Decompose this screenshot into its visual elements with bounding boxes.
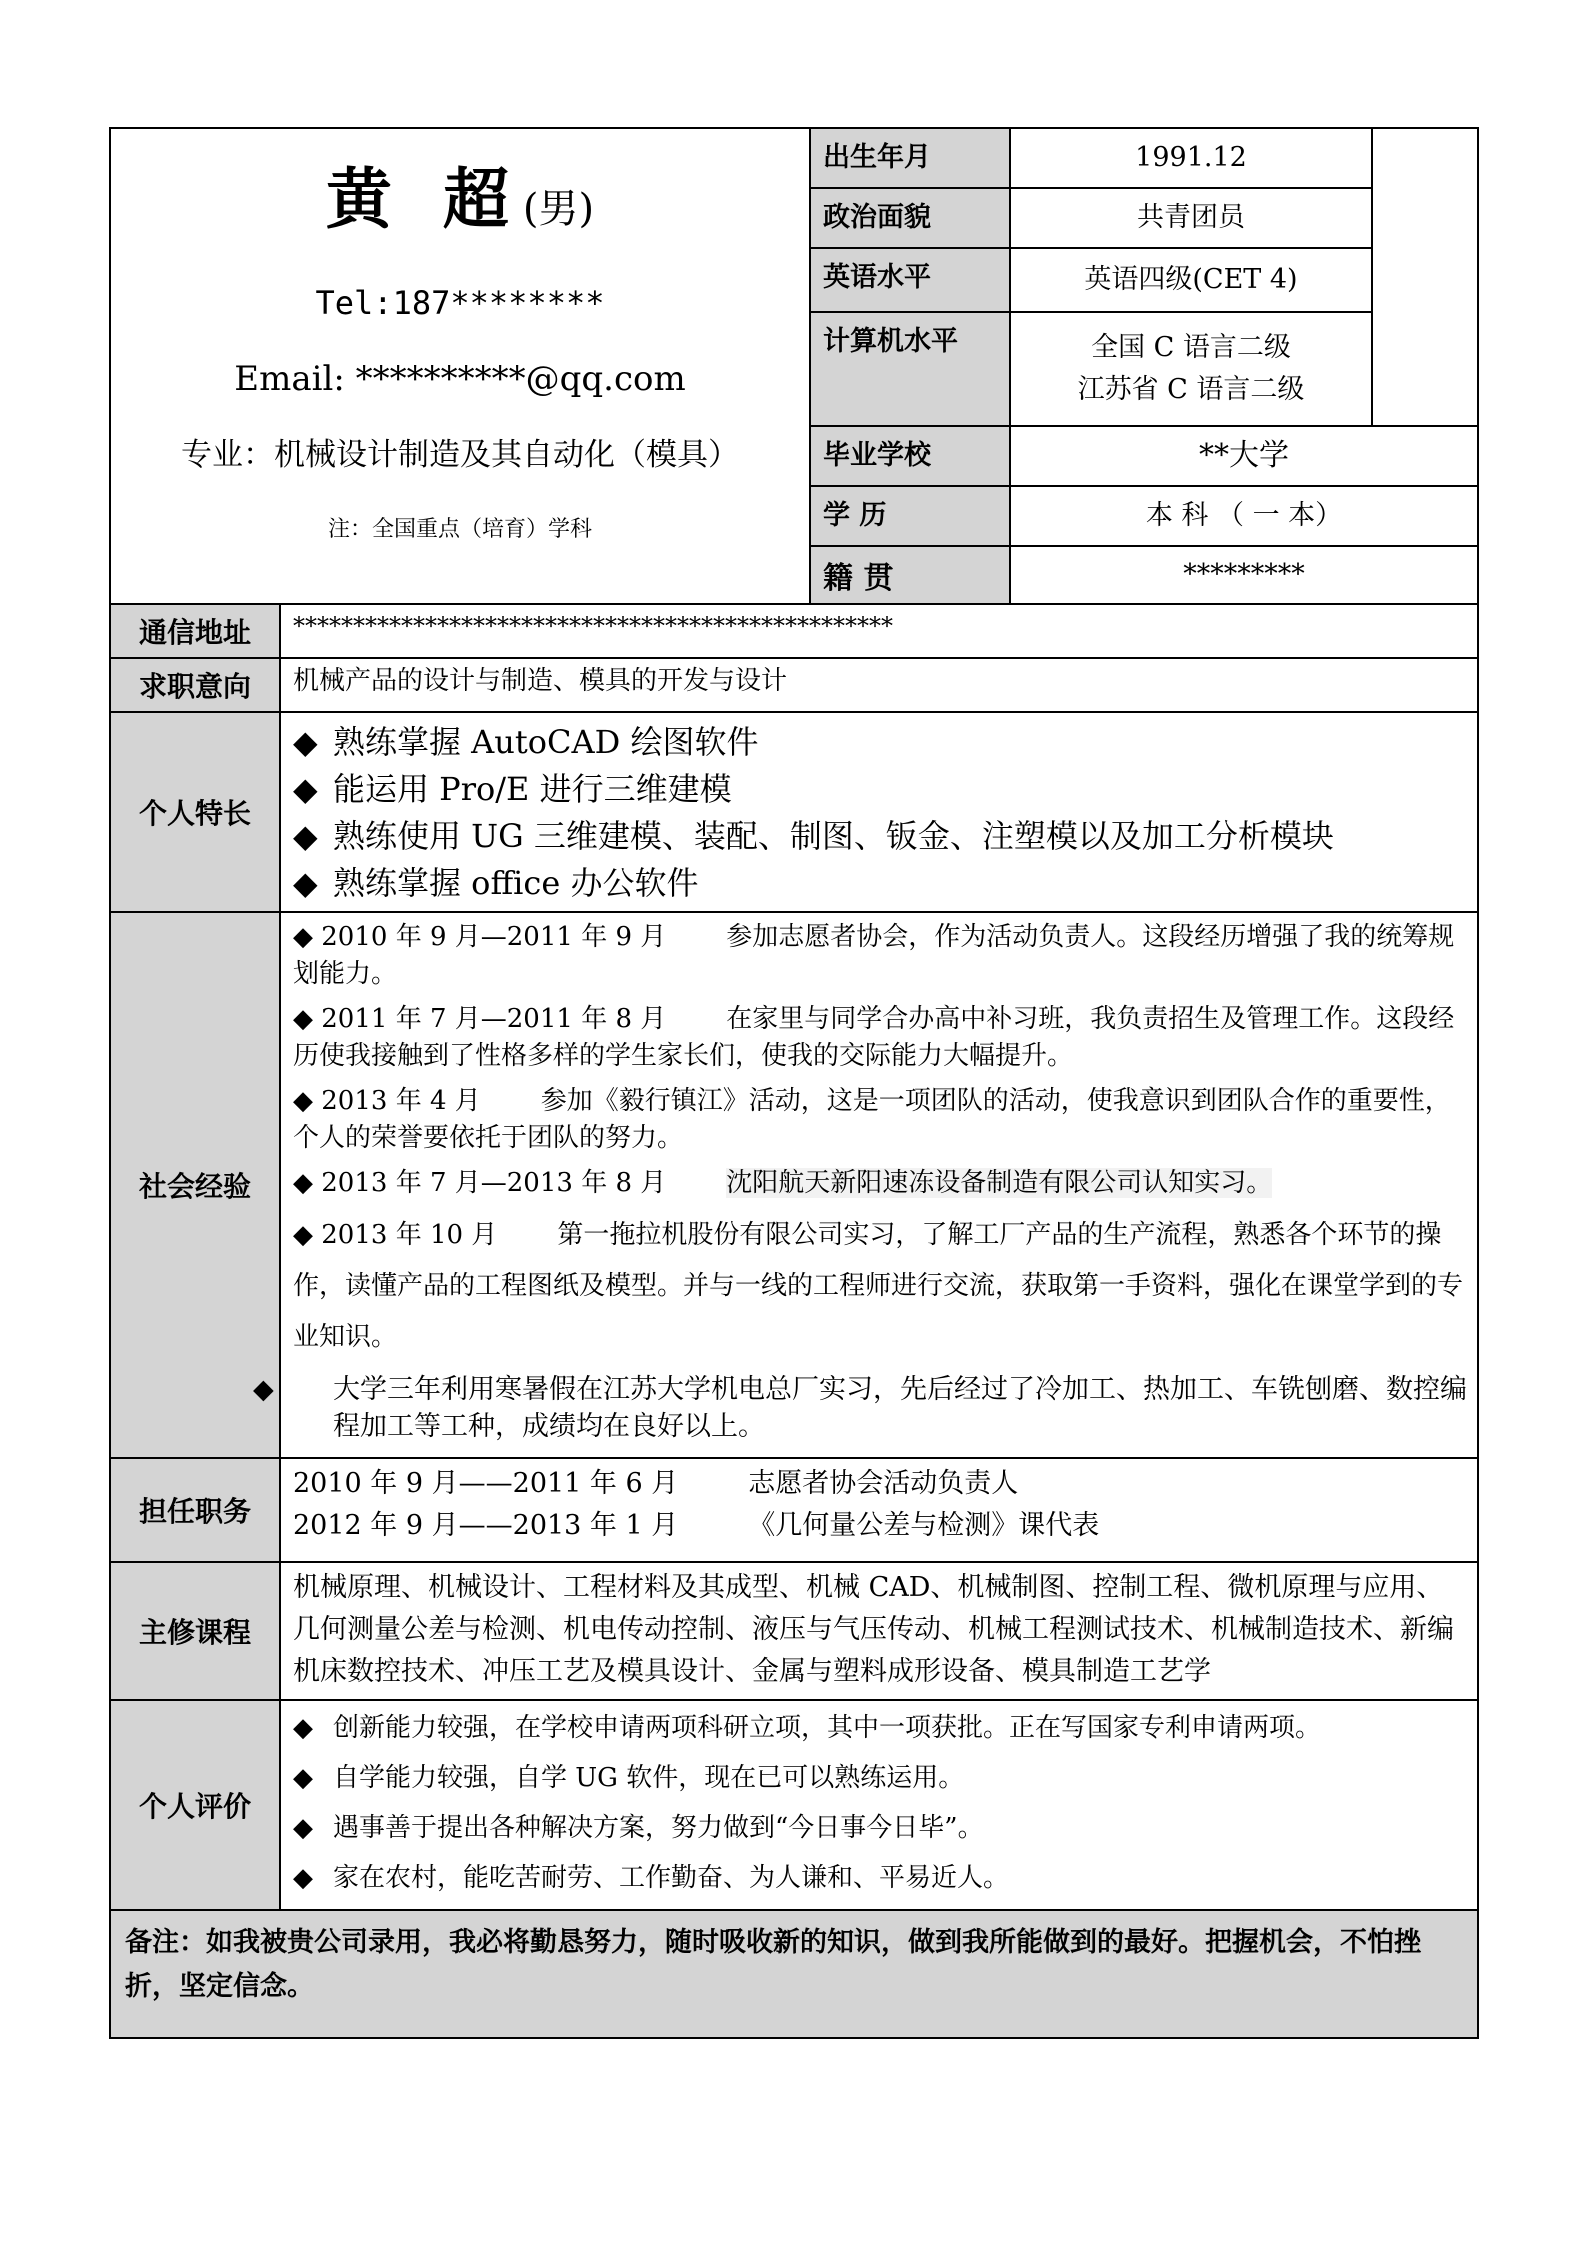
experience-text: 沈阳航天新阳速冻设备制造有限公司认知实习。: [726, 1168, 1273, 1198]
address-label: 通信地址: [110, 604, 280, 658]
diamond-bullet-icon: ◆: [293, 1863, 313, 1893]
school-value: **大学: [1010, 426, 1478, 486]
experience-cell: [253, 912, 1478, 1458]
applicant-name: 黄 超(男): [325, 160, 595, 238]
experience-time: 2013 年 4 月: [321, 1086, 481, 1116]
list-item: [293, 1165, 1467, 1202]
computer-value-1: 全国 C 语言二级: [1091, 332, 1291, 363]
resume-document: [109, 127, 1477, 2039]
experience-text: 大学三年利用寒暑假在江苏大学机电总厂实习，先后经过了冷加工、热加工、车铣刨磨、数控编程加工等工种，成绩均在良好以上。: [333, 1374, 1467, 1442]
major: 专业：机械设计制造及其自动化（模具）: [181, 437, 739, 473]
evaluation-label: 个人评价: [110, 1700, 280, 1910]
evaluation-list: [293, 1705, 1467, 1901]
diamond-bullet-icon: ◆: [293, 1813, 313, 1843]
positions-cell: [280, 1458, 1478, 1562]
computer-label: 计算机水平: [810, 312, 1010, 426]
list-item: ◆ 熟练使用 UG 三维建模、装配、制图、钣金、注塑模以及加工分析模块: [293, 813, 1467, 860]
skills-cell: [280, 712, 1478, 912]
position-row: [293, 1505, 1467, 1547]
position-role: 志愿者协会活动负责人: [748, 1468, 1019, 1499]
position-time: 2010 年 9 月——2011 年 6 月: [293, 1468, 679, 1499]
list-item: ◆ 熟练掌握 AutoCAD 绘图软件: [293, 719, 1467, 766]
origin-label: 籍 贯: [810, 546, 1010, 604]
position-time: 2012 年 9 月——2013 年 1 月: [293, 1510, 679, 1541]
list-item: ◆ 遇事善于提出各种解决方案，努力做到“今日事今日毕”。: [293, 1805, 1467, 1851]
diamond-bullet-icon: ◆: [293, 864, 318, 902]
address-value: **************************************************: [280, 604, 1478, 658]
list-item: [293, 1083, 1467, 1157]
footer-note: 备注：如我被贵公司录用，我必将勤恳努力，随时吸收新的知识，做到我所能做到的最好。把握机会，不怕挫折，坚定信念。: [110, 1910, 1478, 2038]
list-item: ◆ 自学能力较强，自学 UG 软件，现在已可以熟练运用。: [293, 1755, 1467, 1801]
diamond-bullet-icon: ◆: [293, 817, 318, 855]
list-item: ◆ 家在农村，能吃苦耐劳、工作勤奋、为人谦和、平易近人。: [293, 1855, 1467, 1901]
courses-label: 主修课程: [110, 1562, 280, 1700]
list-item: [293, 919, 1467, 993]
diamond-bullet-icon: ◆: [293, 1086, 313, 1116]
experience-time: 2013 年 7 月—2013 年 8 月: [321, 1168, 667, 1198]
diamond-bullet-icon: ◆: [293, 1763, 313, 1793]
skills-list: [293, 719, 1467, 907]
degree-value: 本 科 （ 一 本）: [1010, 486, 1478, 546]
english-label: 英语水平: [810, 248, 1010, 312]
degree-label: 学 历: [810, 486, 1010, 546]
school-label: 毕业学校: [810, 426, 1010, 486]
positions-label: 担任职务: [110, 1458, 280, 1562]
position-row: [293, 1463, 1467, 1505]
english-value: 英语四级(CET 4): [1010, 248, 1372, 312]
header-block: [110, 128, 810, 604]
list-item: ◆ 能运用 Pro/E 进行三维建模: [293, 766, 1467, 813]
photo-area: [1372, 128, 1478, 426]
political-value: 共青团员: [1010, 188, 1372, 248]
experience-list: [253, 919, 1467, 1445]
skills-label: 个人特长: [110, 712, 280, 912]
list-item: [253, 1371, 1467, 1445]
list-item: [293, 1001, 1467, 1075]
experience-time: 2013 年 10 月: [321, 1220, 498, 1250]
experience-text: 参加《毅行镇江》活动，这是一项团队的活动，使我意识到团队合作的重要性，个人的荣誉要依托于团队的努力。: [293, 1086, 1451, 1153]
diamond-bullet-icon: ◆: [293, 1004, 313, 1034]
diamond-bullet-icon: ◆: [293, 770, 318, 808]
origin-value: *********: [1010, 546, 1478, 604]
list-item: ◆ 熟练掌握 office 办公软件: [293, 860, 1467, 907]
computer-value: [1010, 312, 1372, 426]
email-address: Email: **********@qq.com: [234, 359, 686, 399]
intent-label: 求职意向: [110, 658, 280, 712]
evaluation-cell: [280, 1700, 1478, 1910]
computer-value-2: 江苏省 C 语言二级: [1077, 374, 1305, 405]
experience-text: 第一拖拉机股份有限公司实习，了解工厂产品的生产流程，熟悉各个环节的操作，读懂产品的工程图纸及模型。并与一线的工程师进行交流，获取第一手资料，强化在课堂学到的专业知识。: [293, 1220, 1464, 1352]
courses-text: 机械原理、机械设计、工程材料及其成型、机械 CAD、机械制图、控制工程、微机原理与应用、几何测量公差与检测、机电传动控制、液压与气压传动、机械工程测试技术、机械制造技术、新编机床数控技术、冲压工艺及模具设计、金属与塑料成形设备、模具制造工艺学: [280, 1562, 1478, 1700]
intent-value: 机械产品的设计与制造、模具的开发与设计: [280, 658, 1478, 712]
diamond-bullet-icon: ◆: [253, 1374, 274, 1405]
diamond-bullet-icon: ◆: [293, 1168, 313, 1198]
list-item: ◆ 创新能力较强，在学校申请两项科研立项，其中一项获批。正在写国家专利申请两项。: [293, 1705, 1467, 1751]
diamond-bullet-icon: ◆: [293, 723, 318, 761]
gender: (男): [522, 186, 595, 232]
experience-time: 2010 年 9 月—2011 年 9 月: [321, 922, 667, 952]
diamond-bullet-icon: ◆: [293, 1713, 313, 1743]
resume-table: [109, 127, 1479, 2039]
diamond-bullet-icon: ◆: [293, 1220, 313, 1250]
position-role: 《几何量公差与检测》课代表: [748, 1510, 1100, 1541]
experience-time: 2011 年 7 月—2011 年 8 月: [321, 1004, 667, 1034]
political-label: 政治面貌: [810, 188, 1010, 248]
birth-value: 1991.12: [1010, 128, 1372, 188]
phone-number: Tel:187********: [315, 284, 605, 322]
experience-text: 参加志愿者协会，作为活动负责人。这段经历增强了我的统筹规划能力。: [293, 922, 1455, 989]
experience-text: 在家里与同学合办高中补习班，我负责招生及管理工作。这段经历使我接触到了性格多样的学生家长们，使我的交际能力大幅提升。: [293, 1004, 1455, 1071]
diamond-bullet-icon: ◆: [293, 922, 313, 952]
experience-label: 社会经验: [110, 912, 280, 1458]
birth-label: 出生年月: [810, 128, 1010, 188]
list-item: [293, 1210, 1467, 1363]
major-note: 注：全国重点（培育）学科: [327, 517, 592, 542]
